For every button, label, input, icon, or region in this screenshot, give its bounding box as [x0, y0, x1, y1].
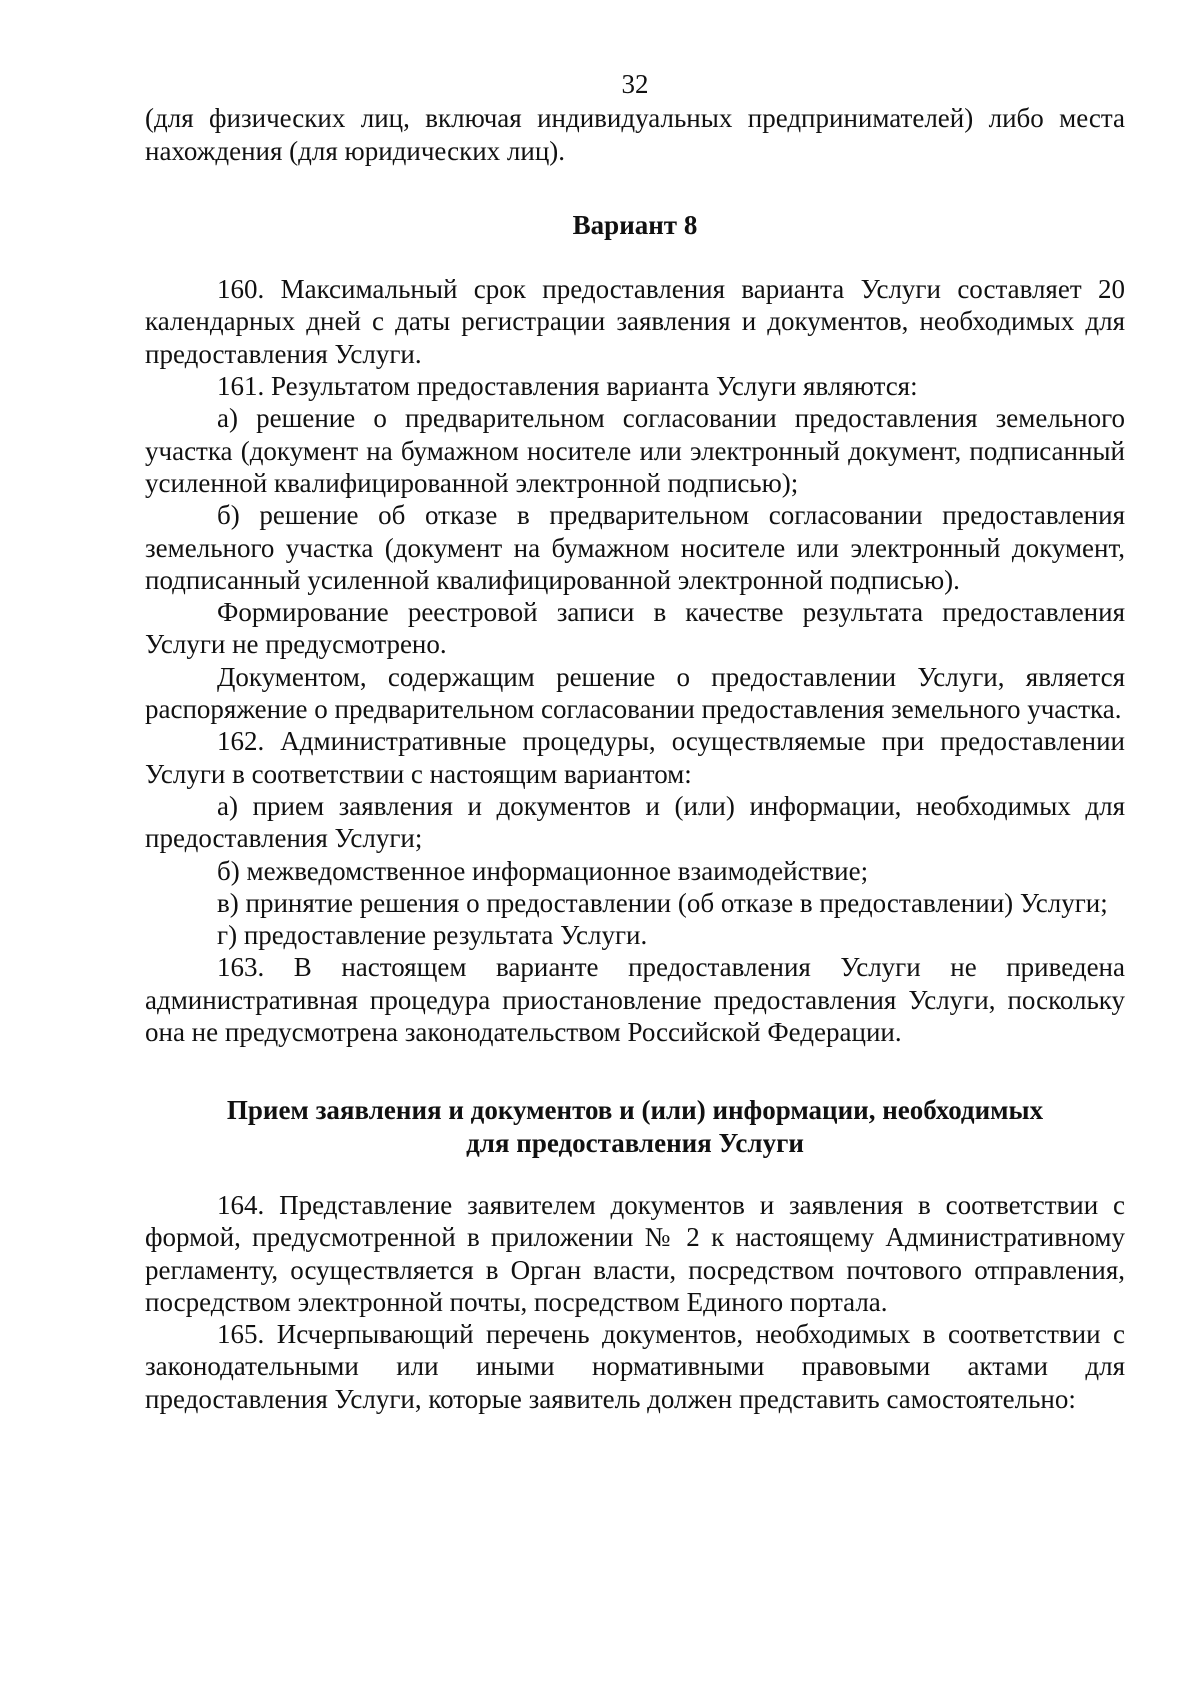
page-number: 32 — [621, 69, 649, 99]
paragraph-160: 160. Максимальный срок предоставления варианта Услуги составляет 20 календарных дней с даты регистрации заявления и документов, необходимых для предоставления Услуги. — [145, 274, 1125, 369]
section-heading-reception-line-2: для предоставления Услуги — [466, 1127, 804, 1158]
paragraph-161-b: б) решение об отказе в предварительном согласовании предоставления земельного участка (документ на бумажном носителе или электронный документ, подписанный усиленной квалифицированной электронной подписью). — [145, 500, 1125, 595]
paragraph-registry-record: Формирование реестровой записи в качестве результата предоставления Услуги не предусмотрено. — [145, 597, 1125, 660]
paragraph-162: 162. Административные процедуры, осуществляемые при предоставлении Услуги в соответствии с настоящим вариантом: — [145, 726, 1125, 789]
intro-paragraph: (для физических лиц, включая индивидуальных предпринимателей) либо места нахождения (для юридических лиц). — [145, 103, 1125, 166]
spacer — [145, 167, 1125, 209]
document-page — [145, 68, 1125, 1415]
paragraph-162-c: в) принятие решения о предоставлении (об отказе в предоставлении) Услуги; — [217, 887, 1108, 918]
spacer — [145, 1048, 1125, 1094]
spacer — [145, 1159, 1125, 1189]
spacer — [145, 241, 1125, 273]
paragraph-163: 163. В настоящем варианте предоставления Услуги не приведена административная процедура приостановление предоставления Услуги, поскольку она не предусмотрена законодательством Российской Федерации. — [145, 952, 1125, 1048]
paragraph-162-b: б) межведомственное информационное взаимодействие; — [217, 855, 869, 886]
paragraph-164: 164. Представление заявителем документов и заявления в соответствии с формой, предусмотренной в приложении № 2 к настоящему Административному регламенту, осуществляется в Орган власти, посредством почтового отправления, посредством электронной почты, посредством Единого портала. — [145, 1189, 1125, 1317]
paragraph-165: 165. Исчерпывающий перечень документов, необходимых в соответствии с законодательными или иными нормативными правовыми актами для предоставления Услуги, которые заявитель должен представить самостоятельно: — [145, 1319, 1125, 1414]
paragraph-161: 161. Результатом предоставления варианта Услуги являются: — [217, 371, 918, 402]
paragraph-decision-document: Документом, содержащим решение о предоставлении Услуги, является распоряжение о предварительном согласовании предоставления земельного участка. — [145, 661, 1125, 725]
section-heading-variant-8: Вариант 8 — [572, 209, 698, 240]
paragraph-161-a: а) решение о предварительном согласовании предоставления земельного участка (документ на бумажном носителе или электронный документ, подписанный усиленной квалифицированной электронной подписью); — [145, 403, 1125, 498]
paragraph-162-d: г) предоставление результата Услуги. — [217, 920, 648, 951]
paragraph-162-a: а) прием заявления и документов и (или) информации, необходимых для предоставления Услуги; — [145, 790, 1125, 854]
section-heading-reception-line-1: Прием заявления и документов и (или) информации, необходимых — [226, 1095, 1044, 1126]
